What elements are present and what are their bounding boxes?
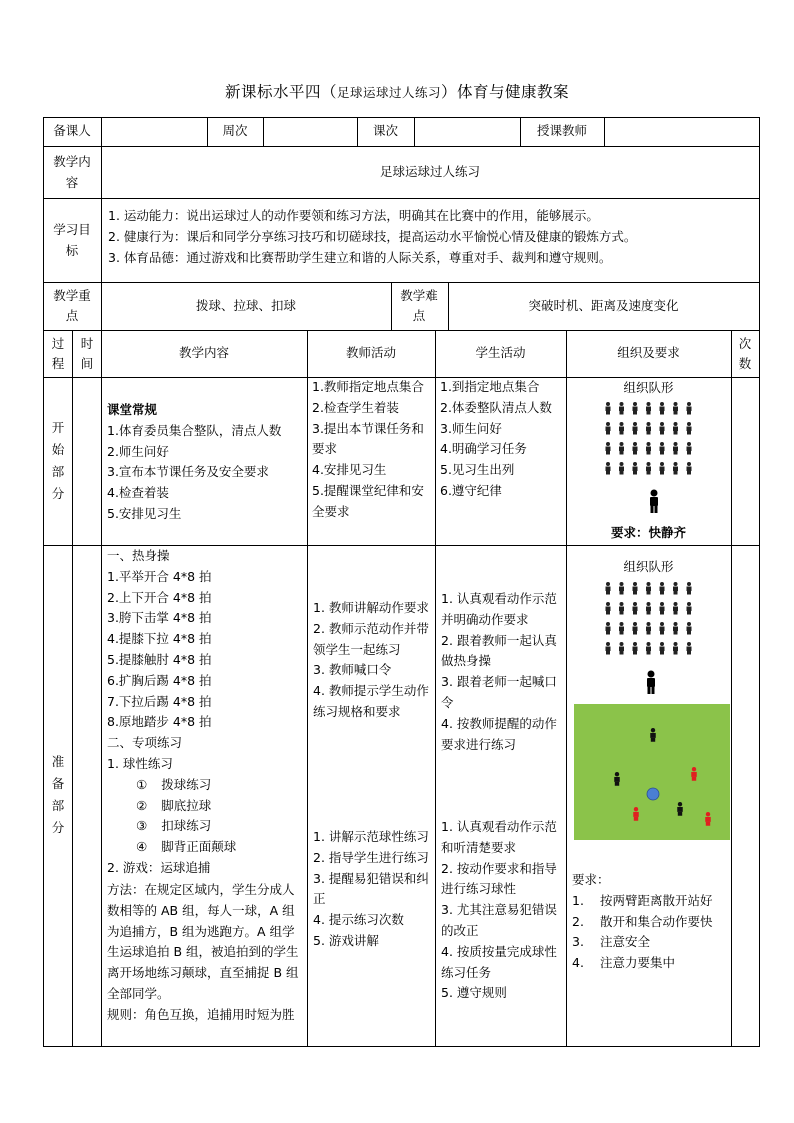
student-figure-icon <box>687 582 692 595</box>
student-figure-icon <box>646 442 651 455</box>
start-content: 课堂常规 1.体育委员集合整队，清点人数 2.师生问好 3.宣布本节课任务及安全要求 4.检查着装 5.安排见习生 <box>107 400 305 525</box>
goals-label: 学习目标 <box>53 222 91 258</box>
student-figure-icon <box>646 602 651 615</box>
student-figure-icon <box>660 422 665 435</box>
student-figure-icon <box>646 622 651 635</box>
prep-teacher-activities-2: 1. 讲解示范球性练习 2. 指导学生进行练习 3. 提醒易犯错误和纠正 4. 提示练习次数 5. 游戏讲解 <box>313 829 429 948</box>
student-figure-icon <box>673 462 678 475</box>
ball-icon <box>647 788 659 800</box>
goal-item: 1. 运动能力：说出运球过人的动作要领和练习方法，明确其在比赛中的作用，能够展示。 <box>108 208 599 223</box>
student-figure-icon <box>646 582 651 595</box>
goal-item: 3. 体育品德：通过游戏和比赛帮助学生建立和谐的人际关系，尊重对手、裁判和遵守规则。 <box>108 249 612 265</box>
student-figure-icon <box>606 602 611 615</box>
game-rule: 规则：角色互换，追捕用时短为胜 <box>107 1007 295 1022</box>
student-figure-icon <box>619 462 624 475</box>
student-figure-icon <box>633 462 638 475</box>
teacher-figure-icon <box>646 489 662 517</box>
game-title: 2. 游戏：运球追捕 <box>107 859 211 875</box>
student-figure-icon <box>633 422 638 435</box>
student-figure-icon <box>619 402 624 415</box>
student-figure-icon <box>673 622 678 635</box>
start-org-title: 组织队形 <box>623 380 674 395</box>
student-figure-icon <box>687 642 692 655</box>
student-figure-icon <box>687 462 692 475</box>
student-figure-icon <box>660 462 665 475</box>
student-figure-icon <box>606 402 611 415</box>
student-figure-icon <box>646 422 651 435</box>
student-figure-icon <box>660 402 665 415</box>
difficulty-value: 突破时机、距离及速度变化 <box>528 297 679 313</box>
header-count: 次数 <box>738 335 752 371</box>
student-figure-icon <box>619 622 624 635</box>
student-figure-icon <box>619 642 624 655</box>
start-teacher-activities: 1.教师指定地点集合 2.检查学生着装 3.提出本节课任务和要求 4.安排见习生 5.提醒课堂纪律和安全要求 <box>312 379 424 519</box>
student-figure-icon <box>660 582 665 595</box>
student-figure-icon <box>673 422 678 435</box>
student-figure-icon <box>691 767 697 781</box>
page-title: 新课标水平四（足球运球过人练习）体育与健康教案 <box>224 83 570 101</box>
student-figure-icon <box>687 402 692 415</box>
student-figure-icon <box>687 442 692 455</box>
key-point-label: 教学重点 <box>53 288 91 323</box>
student-figure-icon <box>633 642 638 655</box>
student-figure-icon <box>673 642 678 655</box>
student-figure-icon <box>633 622 638 635</box>
student-figure-icon <box>633 582 638 595</box>
chase-game-field <box>574 704 730 840</box>
student-figure-icon <box>606 642 611 655</box>
header-content: 教学内容 <box>178 345 229 361</box>
class-routine-title: 课堂常规 <box>107 402 158 417</box>
goals-list <box>108 206 758 268</box>
student-figure-icon <box>673 582 678 595</box>
start-section-label: 开始部分 <box>51 420 65 501</box>
student-figure-icon <box>619 602 624 615</box>
student-figure-icon <box>687 422 692 435</box>
student-figure-icon <box>633 402 638 415</box>
start-formation-grid <box>600 400 700 480</box>
prep-requirements: 要求： 1. 按两臂距离散开站好 2. 散开和集合动作要快 3. 注意安全 4. 注意力要集中 <box>572 872 713 971</box>
student-figure-icon <box>673 442 678 455</box>
student-figure-icon <box>606 622 611 635</box>
prep-person-label: 备课人 <box>53 123 91 139</box>
header-process: 过程 <box>51 335 65 371</box>
student-figure-icon <box>673 402 678 415</box>
start-org-requirement: 要求：快静齐 <box>610 525 686 540</box>
student-figure-icon <box>705 812 711 826</box>
prep-formation-grid <box>600 580 700 660</box>
prep-student-activities-1: 1. 认真观看动作示范并明确动作要求 2. 跟着教师一起认真做热身操 3. 跟着老师一起喊口令 4. 按教师提醒的动作要求进行练习 <box>441 591 557 752</box>
student-figure-icon <box>606 442 611 455</box>
student-figure-icon <box>646 462 651 475</box>
student-figure-icon <box>687 622 692 635</box>
student-figure-icon <box>606 422 611 435</box>
student-figure-icon <box>633 602 638 615</box>
student-figure-icon <box>606 582 611 595</box>
header-teacher: 教师活动 <box>345 345 396 361</box>
week-label: 周次 <box>222 123 248 139</box>
header-org: 组织及要求 <box>617 345 680 361</box>
student-figure-icon <box>619 582 624 595</box>
student-figure-icon <box>673 602 678 615</box>
student-figure-icon <box>619 422 624 435</box>
teacher-label: 授课教师 <box>536 123 587 139</box>
key-point-value: 拨球、拉球、扣球 <box>195 297 296 313</box>
student-figure-icon <box>660 442 665 455</box>
header-time: 时间 <box>80 335 94 371</box>
student-figure-icon <box>660 602 665 615</box>
student-figure-icon <box>614 772 620 786</box>
start-student-activities: 1.到指定地点集合 2.体委整队清点人数 3.师生问好 4.明确学习任务 5.见习生出列 6.遵守纪律 <box>440 379 552 498</box>
student-figure-icon <box>633 807 639 821</box>
student-figure-icon <box>619 442 624 455</box>
header-student: 学生活动 <box>475 345 526 361</box>
student-figure-icon <box>677 802 683 816</box>
content-label: 教学内容 <box>53 154 91 190</box>
student-figure-icon <box>646 402 651 415</box>
student-figure-icon <box>687 602 692 615</box>
student-figure-icon <box>650 728 656 742</box>
student-figure-icon <box>646 642 651 655</box>
student-figure-icon <box>606 462 611 475</box>
student-figure-icon <box>660 622 665 635</box>
difficulty-label: 教学难点 <box>400 288 438 323</box>
prep-section-label: 准备部分 <box>51 754 65 835</box>
prep-content: 一、热身操 1.平举开合 4*8 拍 2.上下开合 4*8 拍 3.胯下击掌 4*8 拍 4.提膝下拉 4*8 拍 5.提膝触肘 4*8 拍 6.扩胸后踢 4*8 拍 7.下拉后踢 4*8 拍 8.原地踏步 4*8 拍 二、专项练习 1. 球性练习 ① 拨球练习 ② 脚底拉球 ③ 扣球练习 ④ 脚背正面颠球 2. 游戏：运球追捕 <box>107 546 305 879</box>
student-figure-icon <box>633 442 638 455</box>
student-figure-icon <box>660 642 665 655</box>
lesson-number-label: 课次 <box>372 123 398 139</box>
content-value: 足球运球过人练习 <box>379 163 480 179</box>
prep-teacher-activities-1: 1. 教师讲解动作要求 2. 教师示范动作并带领学生一起练习 3. 教师喊口令 4. 教师提示学生动作练习规格和要求 <box>313 600 429 719</box>
prep-org-title: 组织队形 <box>623 559 674 574</box>
game-method: 方法：在规定区域内，学生分成人数相等的 AB 组，每人一球，A 组为追捕方，B 组为逃跑方。A 组学生运球追拍 B 组，被追拍到的学生离开场地练习颠球，直至捕捉 B 组全部同学。 <box>107 882 299 1001</box>
teacher-figure-icon <box>643 670 659 698</box>
prep-student-activities-2: 1. 认真观看动作示范和听清楚要求 2. 按动作要求和指导进行练习球性 3. 尤其注意易犯错误的改正 4. 按质按量完成球性练习任务 5. 遵守规则 <box>441 819 557 1001</box>
goal-item: 2. 健康行为：课后和同学分享练习技巧和切磋球技，提高运动水平愉悦心情及健康的锻炼方式。 <box>108 228 637 244</box>
